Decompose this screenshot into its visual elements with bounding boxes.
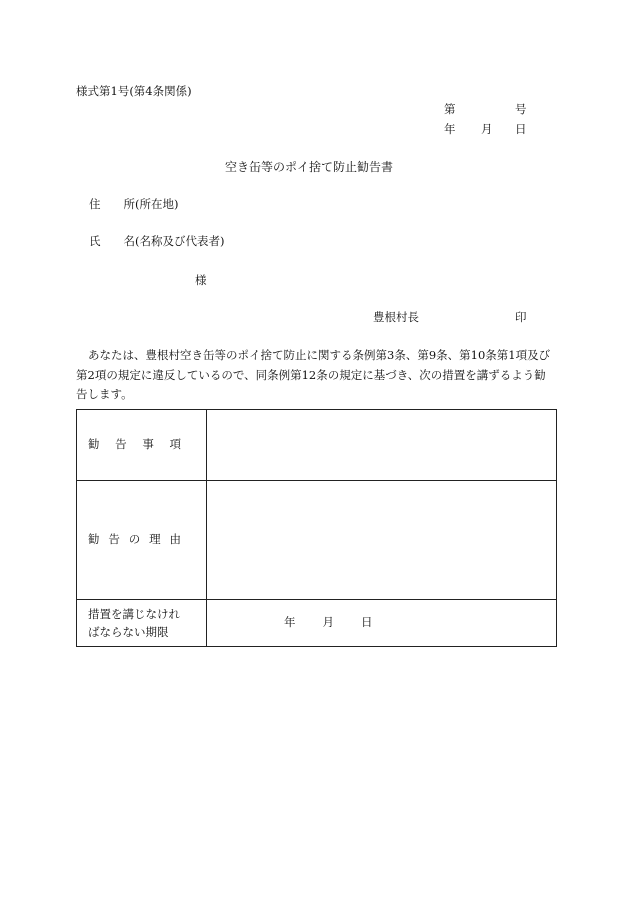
recommendation-body-text: あなたは、豊根村空き缶等のポイ捨て防止に関する条例第3条、第9条、第10条第1項及び第2項の規定に違反しているので、同条例第12条の規定に基づき、次の措置を講ずるよう勧告します。 xyxy=(76,348,551,401)
deadline-label xyxy=(77,600,207,647)
deadline-day: 日 xyxy=(361,615,373,630)
issue-date-day: 日 xyxy=(515,122,527,136)
recipient-name-label: 氏 名(名称及び代表者) xyxy=(89,234,225,248)
label-char: 告 xyxy=(108,532,120,547)
recipient-address-label: 住 所(所在地) xyxy=(89,197,179,211)
deadline-month: 月 xyxy=(322,615,334,630)
doc-number-label: 第 xyxy=(444,102,456,116)
issuer-title: 豊根村長 xyxy=(373,310,419,324)
deadline-label-line1: 措置を講じなけれ xyxy=(88,607,180,621)
label-char: 事 xyxy=(142,437,154,452)
recommendation-item-value xyxy=(207,410,557,481)
label-char: 理 xyxy=(149,532,161,547)
label-char: 項 xyxy=(169,437,181,452)
label-char: 勧 xyxy=(88,437,100,452)
table-row-deadline xyxy=(77,600,557,647)
label-char: の xyxy=(128,532,141,547)
label-char: 告 xyxy=(115,437,127,452)
deadline-label-line2: ばならない期限 xyxy=(88,625,169,639)
label-char: 由 xyxy=(169,532,181,547)
form-number: 様式第1号(第4条関係) xyxy=(76,84,192,98)
recommendation-item-label xyxy=(77,410,207,481)
table-row-recommendation-item xyxy=(77,410,557,481)
issue-date-month: 月 xyxy=(481,122,493,136)
issue-date-year: 年 xyxy=(444,122,456,136)
doc-number-suffix: 号 xyxy=(515,102,527,116)
issuer-seal: 印 xyxy=(515,310,527,324)
reason-value xyxy=(207,481,557,600)
recipient-honorific: 様 xyxy=(195,273,207,287)
deadline-year: 年 xyxy=(284,615,296,630)
deadline-value xyxy=(207,600,557,647)
reason-label xyxy=(77,481,207,600)
document-title: 空き缶等のポイ捨て防止勧告書 xyxy=(225,160,394,174)
label-char: 勧 xyxy=(88,532,100,547)
recommendation-table xyxy=(76,409,557,647)
table-row-reason xyxy=(77,481,557,600)
